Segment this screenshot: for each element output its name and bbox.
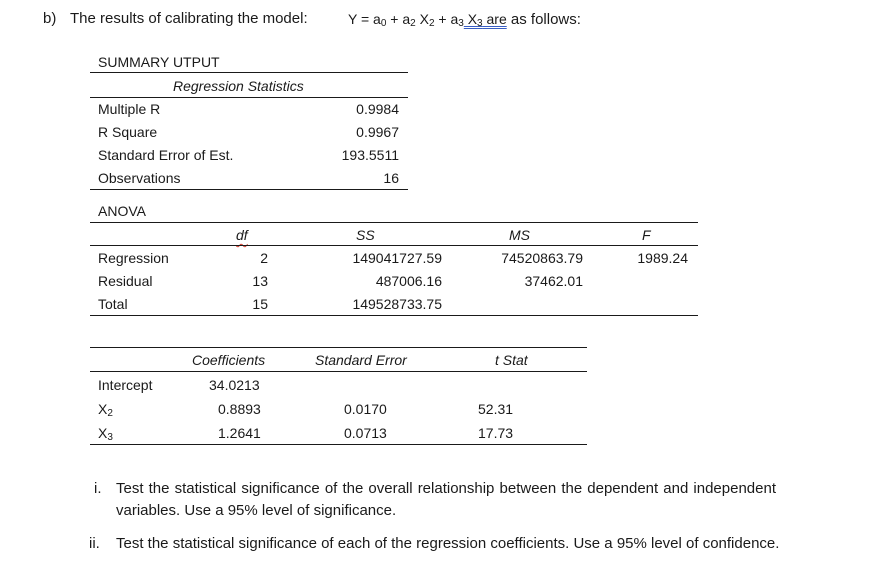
divider (90, 222, 698, 223)
coef-header-t-stat: t Stat (495, 352, 528, 368)
divider (90, 315, 698, 316)
coef-std-error: 0.0170 (344, 401, 387, 417)
anova-df: 13 (252, 273, 268, 289)
coef-row-label: $X_3$ (98, 425, 113, 443)
anova-row-label: Regression (98, 250, 169, 266)
anova-header-ss: SS (356, 227, 375, 243)
question-label: b) (43, 10, 57, 27)
stat-value: 0.9984 (356, 101, 399, 117)
anova-header-ms: MS (509, 227, 530, 243)
divider (90, 444, 587, 445)
coef-value: 1.2641 (218, 425, 261, 441)
anova-ms: 37462.01 (524, 273, 583, 289)
anova-ss: 149041727.59 (352, 250, 442, 266)
anova-row-label: Total (98, 296, 128, 312)
stat-label: Observations (98, 170, 181, 186)
divider (90, 72, 408, 73)
coef-value: 0.8893 (218, 401, 261, 417)
stat-label: R Square (98, 124, 158, 140)
anova-ms: 74520863.79 (501, 250, 583, 266)
coef-row-label: Intercept (98, 377, 153, 393)
anova-row-label: Residual (98, 273, 153, 289)
question-intro: The results of calibrating the model: (70, 10, 308, 27)
anova-f: 1989.24 (637, 250, 688, 266)
divider (90, 245, 698, 246)
anova-df: 15 (252, 296, 268, 312)
task-number: i. (94, 480, 102, 497)
model-equation: $Y = a_0 + a_2$ $X_2 + a_3$ $X_3$ are as follows: (348, 11, 581, 29)
divider (90, 371, 587, 372)
coef-row-label: $X_2$ (98, 401, 113, 419)
anova-ss: 149528733.75 (352, 296, 442, 312)
summary-title: SUMMARY UTPUT (98, 54, 220, 70)
coef-t-stat: 52.31 (478, 401, 514, 417)
stat-label: Multiple R (98, 101, 161, 117)
coef-header-coefficients: Coefficients (192, 352, 266, 368)
divider (90, 97, 408, 98)
coef-header-std-error: Standard Error (315, 352, 407, 368)
stat-value: 193.5511 (341, 147, 399, 163)
task-number: ii. (89, 535, 100, 552)
coef-value: 34.0213 (209, 377, 260, 393)
divider (90, 347, 587, 348)
regression-stats-header: Regression Statistics (173, 78, 304, 94)
task-text: Test the statistical significance of the overall relationship between the dependent and independent variables. Use a 95% level of significance. (116, 480, 776, 519)
stat-value: 0.9967 (356, 124, 399, 140)
divider (90, 189, 408, 190)
anova-header-df: df (236, 227, 248, 243)
coef-std-error: 0.0713 (344, 425, 387, 441)
anova-df: 2 (260, 250, 268, 266)
stat-label: Standard Error of Est. (98, 147, 234, 163)
task-text: Test the statistical significance of each of the regression coefficients. Use a 95% level of confidence. (116, 535, 780, 552)
anova-title: ANOVA (98, 203, 146, 219)
anova-header-f: F (642, 227, 651, 243)
anova-ss: 487006.16 (375, 273, 442, 289)
stat-value: 16 (383, 170, 399, 186)
coef-t-stat: 17.73 (478, 425, 514, 441)
